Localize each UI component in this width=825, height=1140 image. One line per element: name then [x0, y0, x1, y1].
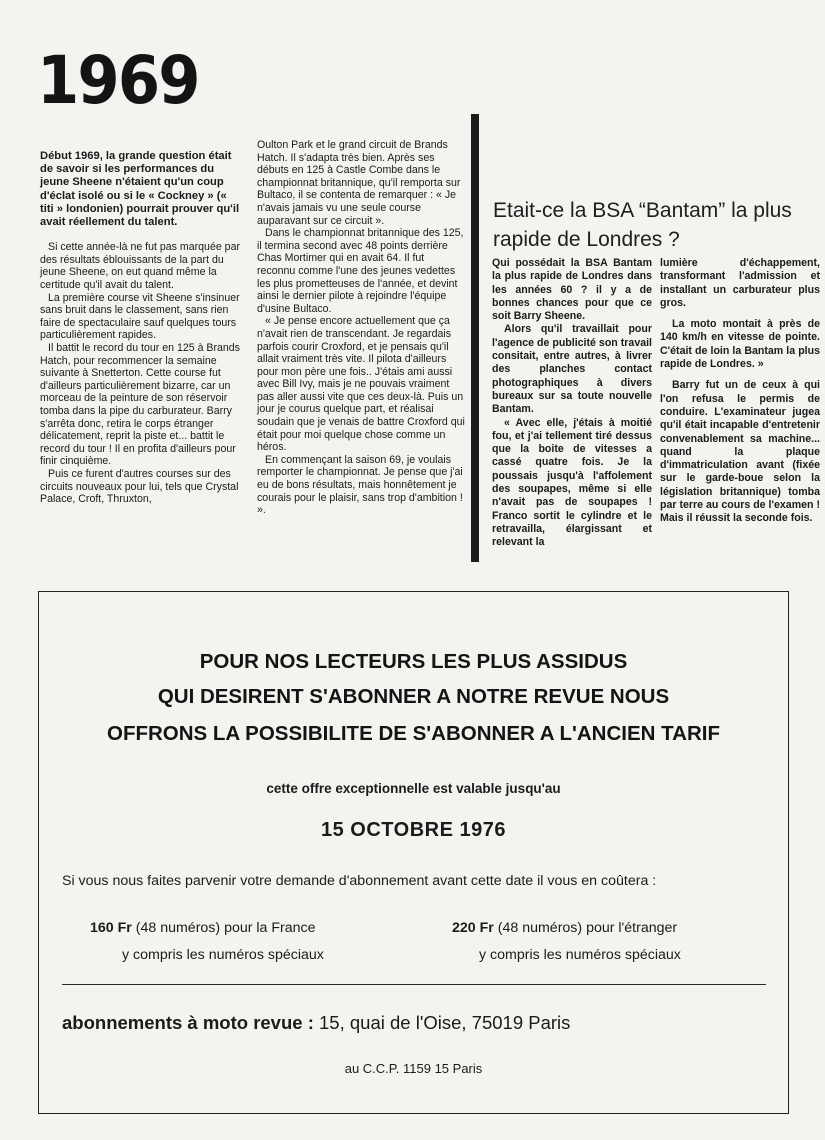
sidebar-rule — [471, 114, 479, 562]
ad-divider — [62, 984, 766, 985]
article-paragraph: Il battit le record du tour en 125 à Brands Hatch, pour recommencer la semaine suivante à Snetterton. Cette course fut d'ailleurs particulièrement bizarre, car un morceau de la peinture de son réservoir tomba dans la pipe du carburateur. Barry s'arrêta donc, retira le corps étranger délicatement, reprit la piste et... battit le record du tour ! Il en profita d'ailleurs pour finir cinquième. — [40, 341, 240, 468]
sidebar-paragraph: Alors qu'il travaillait pour l'agence de publicité son travail consitait, entre autres, à livrer des planches contact photographiques à divers bureaux sur sa toute nouvelle Bantam. — [492, 323, 652, 416]
offer-deadline: 15 OCTOBRE 1976 — [321, 819, 506, 841]
article-paragraph: Dans le championnat britannique des 125, il termina second avec 48 points derrière Chas Mortimer qui en avait 64. Il fut reconnu comme l'une des jeunes vedettes les plus prometteuses de l'année, et devint ainsi le dernier pilote à rejoindre l'équipe d'usine Bultaco. — [257, 227, 464, 315]
price-foreign — [452, 920, 677, 936]
sidebar-paragraph: lumière d'échappement, transformant l'admission et installant un carburateur plus gros. — [660, 257, 820, 309]
price-france-amount: 160 Fr — [90, 920, 132, 936]
price-france-text: (48 numéros) pour la France — [131, 920, 316, 936]
ccp-account: au C.C.P. 1159 15 Paris — [344, 1061, 483, 1076]
included-note-france: y compris les numéros spéciaux — [122, 947, 324, 963]
article-paragraph: Si cette année-là ne fut pas marquée par des résultats éblouissants de la part du jeune Sheene, on eut quand même la certitude qu'il avait du talent. — [40, 241, 240, 291]
offer-notice: Si vous nous faites parvenir votre demande d'abonnement avant cette date il vous en coûtera : — [62, 873, 657, 889]
sidebar-title: Etait-ce la BSA “Bantam” la plus rapide de Londres ? — [493, 199, 792, 251]
sidebar-paragraph: Qui possédait la BSA Bantam la plus rapide de Londres dans les années 60 ? il y a de bonnes chances pour que ce soit Barry Sheene. — [492, 257, 652, 323]
address-label: abonnements à moto revue — [62, 1012, 303, 1033]
address-value: 15, quai de l'Oise, 75019 Paris — [319, 1012, 571, 1033]
sidebar-paragraph: « Avec elle, j'étais à moitié fou, et j'ai tellement tiré dessus que la boite de vitesses a cassé quatre fois. Je la poussais jusqu'à l'affolement des soupapes, même si elle n'avait pas de soupapes ! Franco sortit le cylindre et le retravailla, élargissant et relevant la — [492, 416, 652, 549]
sidebar-column-1 — [492, 257, 652, 550]
address-separator: : — [302, 1012, 320, 1033]
ad-headline-line-2: QUI DESIRENT S'ABONNER A NOTRE REVUE NOUS — [157, 685, 670, 708]
year-heading: 1969 — [37, 42, 199, 119]
offer-validity: cette offre exceptionnelle est valable jusqu'au — [266, 781, 561, 796]
price-foreign-amount: 220 Fr — [452, 920, 494, 936]
included-note-foreign: y compris les numéros spéciaux — [479, 947, 681, 963]
price-france — [90, 920, 316, 936]
ad-headline-line-1: POUR NOS LECTEURS LES PLUS ASSIDUS — [199, 650, 628, 673]
subscription-address — [62, 1012, 570, 1034]
article-paragraph: « Je pense encore actuellement que ça n'avait rien de transcendant. Je regardais parfois courir Croxford, et je pensais qu'il allait vraiment très vite. Il pilota d'ailleurs pour mon père une fois.. J'étais ami aussi avec Bill Ivy, mais je ne pouvais vraiment pas aller aussi vite que ces deux-là. Puis un jour je courus quelque part, et réalisai soudain que je venais de battre Croxford qui était pour moi quelque chose comme un héros. — [257, 315, 465, 454]
sidebar-column-2 — [660, 257, 820, 526]
article-paragraph: En commençant la saison 69, je voulais remporter le championnat. Je pense que j'ai eu de bons résultats, mais honnêtement je courais pour le plaisir, sans trop d'ambition ! ». — [257, 453, 463, 517]
article-paragraph: Oulton Park et le grand circuit de Brands Hatch. Il s'adapta très bien. Après ses débuts en 125 à Castle Combe dans le championnat britannique, qu'il remporta sur Bultaco, il se contenta de remarquer : « Je n'avais jamais vu une seule course auparavant sur ce circuit ». — [257, 139, 461, 227]
article-column-1 — [40, 150, 240, 506]
article-column-2 — [257, 139, 465, 517]
article-paragraph: Puis ce furent d'autres courses sur des circuits nouveaux pour lui, tels que Crystal Palace, Croft, Thruxton, — [40, 467, 239, 506]
article-paragraph: La première course vit Sheene s'insinuer sans bruit dans le classement, sans rien faire de spectaculaire sauf quelques tours particulièrement rapides. — [40, 291, 240, 342]
sidebar-paragraph: La moto montait à près de 140 km/h en vitesse de pointe. C'était de loin la Bantam la plus rapide de Londres. » — [660, 318, 820, 371]
price-foreign-text: (48 numéros) pour l'étranger — [493, 920, 678, 936]
article-intro: Début 1969, la grande question était de savoir si les performances du jeune Sheene n'étaient qu'un coup d'éclat isolé ou si le « Cockney » (« titi » londonien) pourrait prouver qu'il avait réellement du talent. — [40, 150, 240, 229]
ad-headline-line-3: OFFRONS LA POSSIBILITE DE S'ABONNER A L'ANCIEN TARIF — [107, 722, 720, 745]
sidebar-paragraph: Barry fut un de ceux à qui l'on refusa le permis de conduire. L'examinateur jugea qu'il était incapable d'entretenir convenablement sa machine... quand la plaque d'immatriculation avant (fixée sur le garde-boue selon la législation britannique) tomba par terre au cours de l'examen ! Mais il réussit la seconde fois. — [660, 379, 820, 525]
